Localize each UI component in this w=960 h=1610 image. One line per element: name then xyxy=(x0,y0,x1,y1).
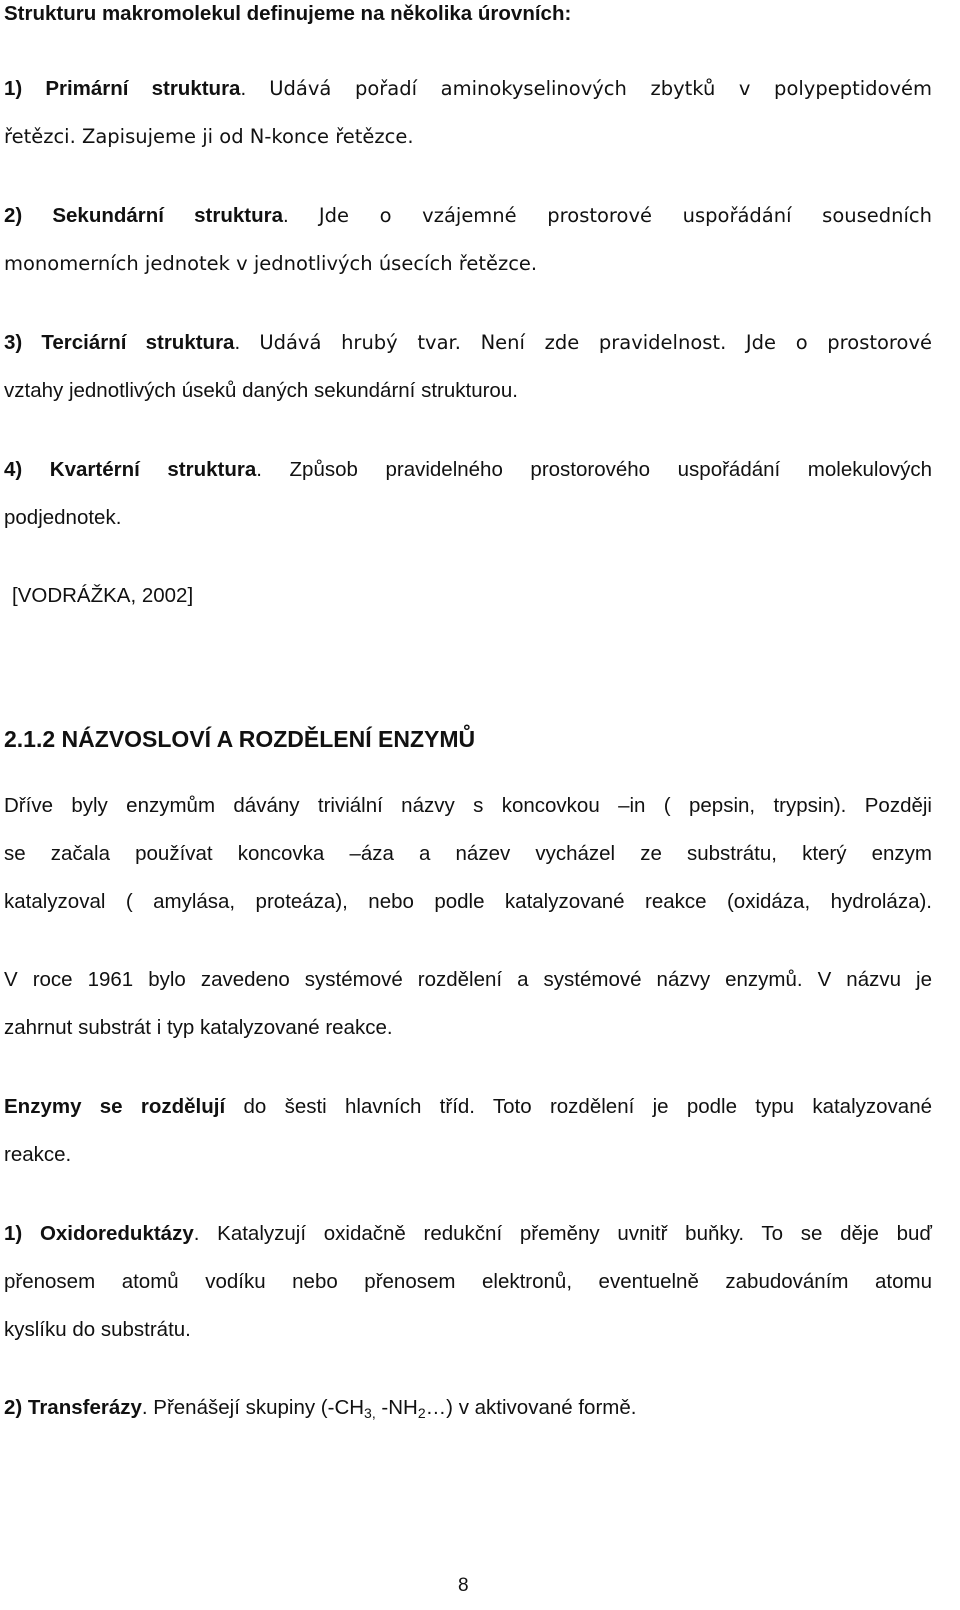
paragraph-line: Dříve byly enzymům dávány triviální názvy s koncovkou –in ( pepsin, trypsin). Později xyxy=(4,794,932,817)
paragraph-text: do šesti hlavních tříd. Toto rozdělení je podle typu katalyzované xyxy=(243,1095,932,1118)
paragraph-line: katalyzoval ( amylása, proteáza), nebo podle katalyzované reakce (oxidáza, hydroláza). xyxy=(4,890,932,913)
intro-text: Strukturu makromolekul definujeme na několika úrovních: xyxy=(4,2,572,25)
structure-line: 4) Kvartérní struktura. Způsob pravidelného prostorového uspořádání molekulových xyxy=(4,458,932,481)
class-label: 1) Oxidoreduktázy xyxy=(4,1222,194,1245)
class-line: přenosem atomů vodíku nebo přenosem elektronů, eventuelně zabudováním atomu xyxy=(4,1270,932,1293)
structure-text: Udává pořadí aminokyselinových zbytků v polypeptidovém xyxy=(269,77,932,100)
structure-text: podjednotek. xyxy=(4,506,122,529)
structure-line: 2) Sekundární struktura. Jde o vzájemné prostorové uspořádání sousedních xyxy=(4,204,932,227)
structure-label: 2) Sekundární struktura xyxy=(4,204,283,227)
structure-item-secondary xyxy=(4,192,932,288)
paragraph-line xyxy=(4,1083,932,1131)
paragraph-bold-phrase: Enzymy se rozdělují xyxy=(4,1095,226,1118)
class-line: 1) Oxidoreduktázy. Katalyzují oxidačně redukční přeměny uvnitř buňky. To se děje buď xyxy=(4,1222,932,1245)
paragraph-systematic-naming xyxy=(4,956,932,1052)
structure-text: Jde o vzájemné prostorové uspořádání sousedních xyxy=(318,204,932,227)
enzyme-class-oxidoreductases xyxy=(4,1210,932,1354)
paragraph-classes-intro xyxy=(4,1083,932,1179)
structure-line: 1) Primární struktura. Udává pořadí aminokyselinových zbytků v polypeptidovém xyxy=(4,77,932,100)
paragraph-line: V roce 1961 bylo zavedeno systémové rozdělení a systémové názvy enzymů. V názvu je xyxy=(4,968,932,991)
paragraph-line: zahrnut substrát i typ katalyzované reakce. xyxy=(4,1016,393,1039)
structure-item-tertiary xyxy=(4,319,932,415)
class-text: -NH xyxy=(375,1396,418,1419)
structure-line: 3) Terciární struktura. Udává hrubý tvar. Není zde pravidelnost. Jde o prostorové xyxy=(4,331,932,354)
structure-text: vztahy jednotlivých úseků daných sekundární strukturou. xyxy=(4,379,518,402)
structure-text: Udává hrubý tvar. Není zde pravidelnost. Jde o prostorové xyxy=(259,331,932,354)
section-heading: 2.1.2 NÁZVOSLOVÍ A ROZDĚLENÍ ENZYMŮ xyxy=(4,726,476,752)
paragraph-naming-history xyxy=(4,782,932,926)
structure-item-primary xyxy=(4,65,932,161)
class-line: kyslíku do substrátu. xyxy=(4,1318,191,1341)
subscript: 3, xyxy=(364,1405,376,1421)
structure-text: řetězci. Zapisujeme ji od N-konce řetězce. xyxy=(4,125,414,148)
class-text: …) v aktivované formě. xyxy=(425,1396,637,1419)
class-line: 2) Transferázy. Přenášejí skupiny ($-CH_{3,}$ $-NH_2\dots$) v aktivované formě. xyxy=(4,1396,637,1421)
class-label: 2) Transferázy xyxy=(4,1396,142,1419)
class-text: Katalyzují oxidačně redukční přeměny uvnitř buňky. To se děje buď xyxy=(217,1222,932,1245)
structure-item-quaternary xyxy=(4,446,932,542)
structure-text: monomerních jednotek v jednotlivých úsecích řetězce. xyxy=(4,252,538,275)
subscript: 2 xyxy=(417,1405,426,1421)
intro-heading xyxy=(4,0,932,38)
structure-label: 3) Terciární struktura xyxy=(4,331,235,354)
enzyme-class-transferases xyxy=(4,1384,932,1432)
structure-label: 4) Kvartérní struktura xyxy=(4,458,257,481)
paragraph-line: reakce. xyxy=(4,1143,72,1166)
structure-label: 1) Primární struktura xyxy=(4,77,241,100)
citation: [VODRÁŽKA, 2002] xyxy=(12,584,194,607)
structure-text: Způsob pravidelného prostorového uspořádání molekulových xyxy=(289,458,932,481)
page-number: 8 xyxy=(458,1575,469,1596)
class-text: Přenášejí skupiny (-CH xyxy=(153,1396,365,1419)
paragraph-line: se začala používat koncovka –áza a název vycházel ze substrátu, který enzym xyxy=(4,842,932,865)
